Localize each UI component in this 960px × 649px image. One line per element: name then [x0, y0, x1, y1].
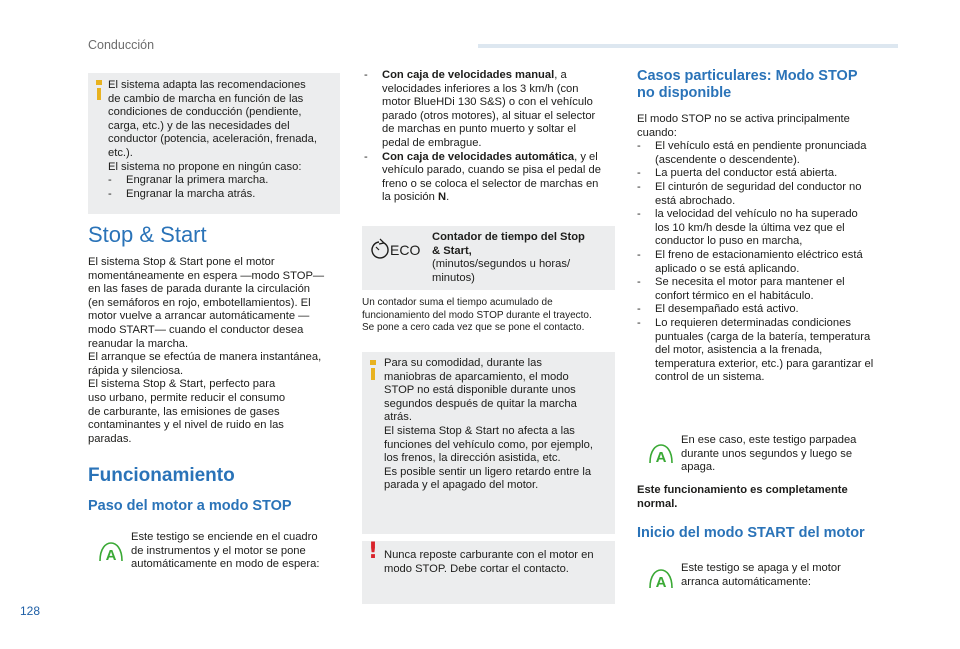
text-line: rápida y silenciosa.: [88, 364, 184, 377]
list-item: - la velocidad del vehículo no ha superado los 10 km/h desde la última vez que el conductor lo puso en marcha,: [637, 208, 858, 248]
warning-light-a-icon: [648, 442, 674, 466]
text-line: los frenos, la dirección asistida, etc.: [384, 452, 561, 465]
inicio-start-text: [681, 562, 841, 589]
text-line: durante unos segundos y luego se: [681, 447, 853, 460]
text-line: El modo STOP no se activa principalmente: [637, 113, 850, 125]
text-line: En ese caso, este testigo parpadea: [681, 434, 857, 446]
list-item: - La puerta del conductor está abierta.: [637, 167, 838, 180]
page-number: 128: [20, 604, 41, 618]
text-line: El arranque se efectúa de manera instantánea,: [88, 351, 322, 364]
text-line: Nunca reposte carburante con el motor en: [384, 549, 594, 561]
list-item: - Engranar la primera marcha.: [108, 174, 269, 187]
note-recommendations: [88, 73, 340, 214]
warning-light-a-icon: [648, 567, 674, 591]
eco-timer-icon: [370, 238, 422, 260]
text-line: arranca automáticamente:: [681, 575, 811, 588]
list-item: - Con caja de velocidades automática, y el vehículo parado, cuando se pisa el pedal de freno o se coloca el selector de marchas en la posición N.: [364, 150, 601, 204]
header-bar: [478, 44, 898, 48]
stop-start-description: [88, 256, 324, 446]
text-line: STOP no está disponible durante unos: [384, 384, 576, 397]
blink-text: [681, 434, 856, 475]
paso-stop-subtitle: Paso del motor a modo STOP: [88, 498, 292, 514]
text-line: minutos): [432, 271, 475, 284]
eco-counter-box: [362, 226, 615, 290]
stop-start-title: Stop & Start: [88, 222, 207, 247]
text-line: automáticamente en modo de espera:: [131, 558, 320, 571]
warning-light-a-icon: [98, 540, 124, 564]
svg-text:A: A: [655, 574, 667, 591]
text-line: carga, etc.) y de las necesidades del: [108, 119, 290, 132]
text-line: modo STOP. Debe cortar el contacto.: [384, 562, 569, 575]
funcionamiento-title: Funcionamiento: [88, 465, 235, 486]
text-line: segundos después de quitar la marcha: [384, 397, 577, 410]
text-line: El sistema Stop & Start no afecta a las: [384, 424, 575, 437]
text-line: funciones del vehículo como, por ejemplo,: [384, 438, 593, 451]
text-line: cuando:: [637, 126, 677, 139]
title-line: no disponible: [637, 85, 732, 101]
text-line: conductor (potencia, aceleración, frenada,: [108, 133, 317, 146]
text-line: (en semáforos en rojo, embotellamientos). El: [88, 296, 311, 309]
list-item: - El vehículo está en pendiente pronunciada (ascendente o descendente).: [637, 140, 867, 166]
text-line: apaga.: [681, 461, 716, 474]
text-line: El sistema Stop & Start pone el motor: [88, 256, 275, 268]
text-line: uso urbano, permite reducir el consumo: [88, 391, 286, 404]
text-line: Para su comodidad, durante las: [384, 357, 542, 369]
section-label: Conducción: [88, 38, 155, 52]
list-item: - Lo requieren determinadas condiciones puntuales (carga de la batería, temperatura del motor, asistencia a la frenada, temperatura exterior, etc.) para garantizar el control de un sistema.: [637, 316, 874, 384]
note-parking: [362, 352, 615, 534]
text-line: de cambio de marcha en función de las: [108, 92, 304, 105]
text-line: El sistema Stop & Start, perfecto para: [88, 378, 276, 391]
gearbox-list: [364, 69, 601, 205]
text-line: parada y el apagado del motor.: [384, 479, 539, 492]
text-line: Este testigo se apaga y el motor: [681, 562, 841, 574]
text-line: en las fases de parada durante la circulación: [88, 283, 311, 296]
note-mark-icon: [96, 80, 102, 85]
text-line: El sistema no propone en ningún caso:: [108, 160, 302, 173]
text-line: reanudar la marcha.: [88, 337, 189, 350]
text-line: El sistema adapta las recomendaciones: [108, 79, 306, 91]
warning-icon: !: [368, 539, 379, 564]
text-line: Es posible sentir un ligero retardo entre la: [384, 465, 592, 478]
svg-text:A: A: [105, 547, 117, 564]
title-line: Casos particulares: Modo STOP: [637, 68, 858, 84]
list-item: - Con caja de velocidades manual, a velocidades inferiores a los 3 km/h (con motor BlueHDi 130 S&S) o con el vehículo parado (otros motores), al situar el selector de marchas en punto muerto y soltar el pedal de embrague.: [364, 69, 596, 149]
text-line: Se pone a cero cada vez que se pone el contacto.: [362, 322, 585, 333]
list-item: - El cinturón de seguridad del conductor no está abrochado.: [637, 180, 862, 207]
text-line: paradas.: [88, 432, 132, 445]
svg-text:A: A: [655, 449, 667, 466]
text-line: funcionamiento del modo STOP durante el trayecto.: [362, 309, 592, 321]
text-line: normal.: [637, 497, 678, 510]
text-line: modo START— cuando el conductor desea: [88, 323, 304, 336]
text-line: (minutos/segundos u horas/: [432, 258, 571, 271]
note-mark-icon: [370, 360, 376, 365]
svg-text:ECO: ECO: [390, 242, 421, 258]
text-line: Un contador suma el tiempo acumulado de: [362, 297, 553, 308]
text-line: etc.).: [108, 146, 133, 159]
normal-operation-text: [637, 484, 848, 511]
list-item: - Engranar la marcha atrás.: [108, 187, 256, 200]
text-line: motor vuelve a arrancar automáticamente —: [88, 310, 310, 323]
text-line: Contador de tiempo del Stop: [432, 231, 585, 243]
text-line: maniobras de aparcamiento, el modo: [384, 370, 569, 383]
text-line: Este testigo se enciende en el cuadro: [131, 531, 318, 543]
text-line: atrás.: [384, 411, 412, 424]
list-item: - El desempañado está activo.: [637, 303, 799, 316]
note-mark-bar: [371, 368, 375, 380]
list-item: - Se necesita el motor para mantener el confort térmico en el habitáculo.: [637, 276, 845, 302]
warning-refuel: [362, 541, 615, 604]
text-line: & Start,: [432, 244, 472, 257]
text-line: condiciones de conducción (pendiente,: [108, 106, 302, 119]
text-line: contaminantes y el nivel de ruido en las: [88, 419, 284, 432]
paso-stop-text: [131, 531, 319, 572]
text-line: de instrumentos y el motor se pone: [131, 544, 306, 557]
text-line: de carburante, las emisiones de gases: [88, 405, 280, 418]
counter-description: [362, 297, 592, 335]
text-line: Este funcionamiento es completamente: [637, 484, 848, 496]
inicio-start-title: Inicio del modo START del motor: [637, 525, 865, 541]
casos-list: [637, 113, 873, 385]
casos-title: [637, 68, 858, 102]
list-item: - El freno de estacionamiento eléctrico está aplicado o se está aplicando.: [637, 248, 863, 275]
text-line: momentáneamente en espera —modo STOP—: [88, 269, 325, 282]
note-mark-bar: [97, 88, 101, 100]
